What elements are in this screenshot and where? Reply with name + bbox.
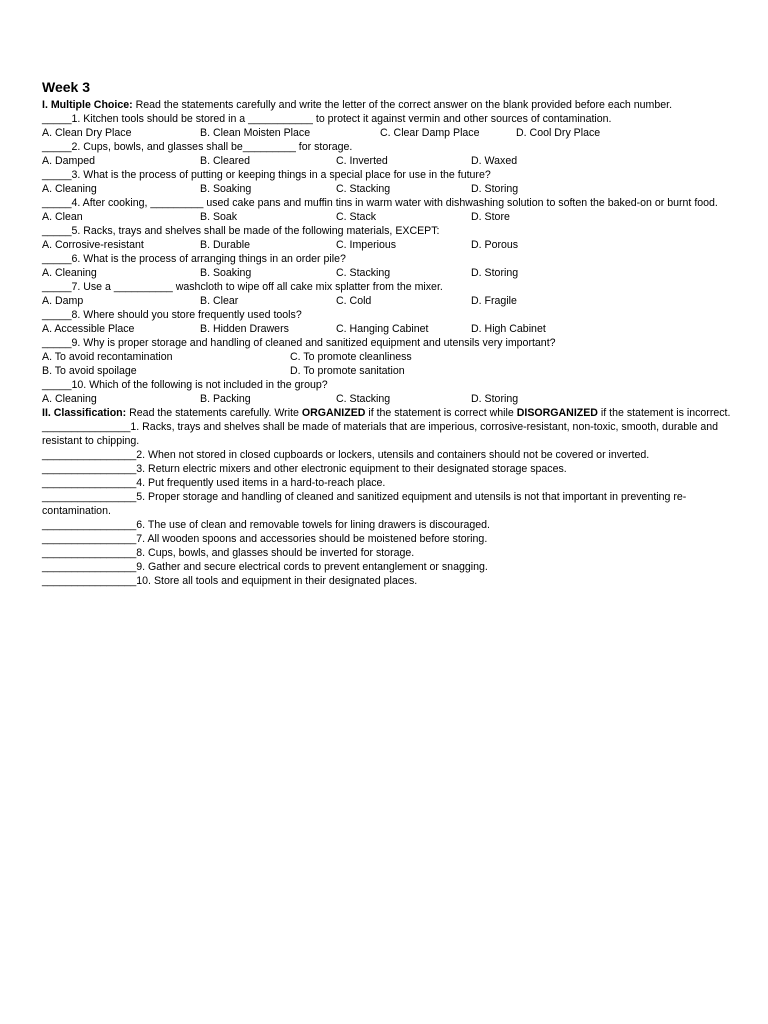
- question-options: [42, 392, 732, 406]
- option-d: D. Waxed: [471, 155, 518, 167]
- option-b: B. Cleared: [200, 155, 251, 167]
- option-a: A. Cleaning: [42, 267, 97, 279]
- section2-instruction-text: if the statement is correct while: [365, 407, 517, 419]
- option-b: B. Clear: [200, 295, 239, 307]
- option-a: A. Accessible Place: [42, 323, 135, 335]
- option-a: A. Damp: [42, 295, 84, 307]
- classification-item: ________________5. Proper storage and handling of cleaned and sanitized equipment and utensils is not that important in preventing re-contamination.: [42, 491, 687, 517]
- question-stem: _____6. What is the process of arranging things in an order pile?: [42, 253, 346, 265]
- section2-instruction-text: if the statement is incorrect.: [597, 407, 731, 419]
- question-options: [42, 154, 732, 168]
- option-d: D. Storing: [471, 183, 519, 195]
- option-c: C. Stacking: [336, 393, 391, 405]
- option-c: C. Clear Damp Place: [380, 127, 480, 139]
- section1-instruction-text: Read the statements carefully and write the letter of the correct answer on the blank provided before each number.: [132, 99, 673, 111]
- question-options: [42, 266, 732, 280]
- option-d: D. To promote sanitation: [290, 365, 405, 377]
- option-b: B. Hidden Drawers: [200, 323, 289, 335]
- option-c: C. Hanging Cabinet: [336, 323, 429, 335]
- option-c: C. Stacking: [336, 267, 391, 279]
- option-c: C. Stacking: [336, 183, 391, 195]
- option-a: A. Clean Dry Place: [42, 127, 132, 139]
- keyword-disorganized: DISORGANIZED: [516, 407, 598, 419]
- option-b: B. Soaking: [200, 183, 252, 195]
- option-a: A. Damped: [42, 155, 95, 167]
- question-stem: _____8. Where should you store frequently used tools?: [42, 309, 302, 321]
- section2-instructions: [42, 406, 732, 420]
- classification-item: ________________9. Gather and secure electrical cords to prevent entanglement or snagging.: [42, 561, 488, 573]
- option-d: D. Store: [471, 211, 510, 223]
- classification-item: ________________8. Cups, bowls, and glasses should be inverted for storage.: [42, 547, 415, 559]
- classification-item: _______________1. Racks, trays and shelves shall be made of materials that are imperious, corrosive-resistant, non-toxic, smooth, durable and resistant to chipping.: [42, 421, 719, 447]
- section1-heading: I. Multiple Choice:: [42, 99, 133, 111]
- option-a: A. Corrosive-resistant: [42, 239, 144, 251]
- question-options: [42, 364, 732, 378]
- classification-item: ________________4. Put frequently used items in a hard-to-reach place.: [42, 477, 386, 489]
- option-a: A. To avoid recontamination: [42, 351, 173, 363]
- question-stem: _____1. Kitchen tools should be stored in a ___________ to protect it against vermin and other sources of contamination.: [42, 113, 612, 125]
- question-stem: _____2. Cups, bowls, and glasses shall be_________ for storage.: [42, 141, 353, 153]
- question-options: [42, 238, 732, 252]
- section1-instructions: [42, 98, 732, 112]
- question-options: [42, 350, 732, 364]
- page-title: Week 3: [42, 79, 90, 95]
- section2-instruction-text: Read the statements carefully. Write: [126, 407, 302, 419]
- option-d: D. Cool Dry Place: [516, 127, 601, 139]
- option-d: D. Storing: [471, 267, 519, 279]
- option-b: B. Durable: [200, 239, 251, 251]
- classification-item: ________________7. All wooden spoons and accessories should be moistened before storing.: [42, 533, 488, 545]
- question-stem: _____5. Racks, trays and shelves shall be made of the following materials, EXCEPT:: [42, 225, 440, 237]
- option-a: A. Clean: [42, 211, 83, 223]
- option-c: C. Inverted: [336, 155, 388, 167]
- option-c: C. To promote cleanliness: [290, 351, 412, 363]
- option-a: A. Cleaning: [42, 393, 97, 405]
- question-stem: _____7. Use a __________ washcloth to wipe off all cake mix splatter from the mixer.: [42, 281, 443, 293]
- option-b: B. Packing: [200, 393, 251, 405]
- question-stem: _____10. Which of the following is not included in the group?: [42, 379, 328, 391]
- worksheet-content: [42, 78, 732, 588]
- question-options: [42, 294, 732, 308]
- option-d: D. Storing: [471, 393, 519, 405]
- option-b: B. Soaking: [200, 267, 252, 279]
- question-stem: _____9. Why is proper storage and handling of cleaned and sanitized equipment and utensils very important?: [42, 337, 556, 349]
- classification-item: ________________6. The use of clean and removable towels for lining drawers is discouraged.: [42, 519, 490, 531]
- option-d: D. Fragile: [471, 295, 517, 307]
- option-c: C. Cold: [336, 295, 372, 307]
- option-b: B. Soak: [200, 211, 238, 223]
- option-b: B. To avoid spoilage: [42, 365, 137, 377]
- option-d: D. Porous: [471, 239, 519, 251]
- option-b: B. Clean Moisten Place: [200, 127, 311, 139]
- classification-item: ________________3. Return electric mixers and other electronic equipment to their designated storage spaces.: [42, 463, 567, 475]
- option-c: C. Stack: [336, 211, 377, 223]
- question-options: [42, 126, 732, 140]
- classification-item: ________________2. When not stored in closed cupboards or lockers, utensils and containers should not be covered or inverted.: [42, 449, 650, 461]
- option-c: C. Imperious: [336, 239, 397, 251]
- question-options: [42, 322, 732, 336]
- question-stem: _____3. What is the process of putting or keeping things in a special place for use in the future?: [42, 169, 491, 181]
- keyword-organized: ORGANIZED: [301, 407, 366, 419]
- option-a: A. Cleaning: [42, 183, 97, 195]
- question-stem: _____4. After cooking, _________ used cake pans and muffin tins in warm water with dishwashing solution to soften the baked-on or burnt food.: [42, 197, 718, 209]
- question-options: [42, 182, 732, 196]
- classification-item: ________________10. Store all tools and equipment in their designated places.: [42, 575, 418, 587]
- option-d: D. High Cabinet: [471, 323, 546, 335]
- section2-heading: II. Classification:: [42, 407, 127, 419]
- question-options: [42, 210, 732, 224]
